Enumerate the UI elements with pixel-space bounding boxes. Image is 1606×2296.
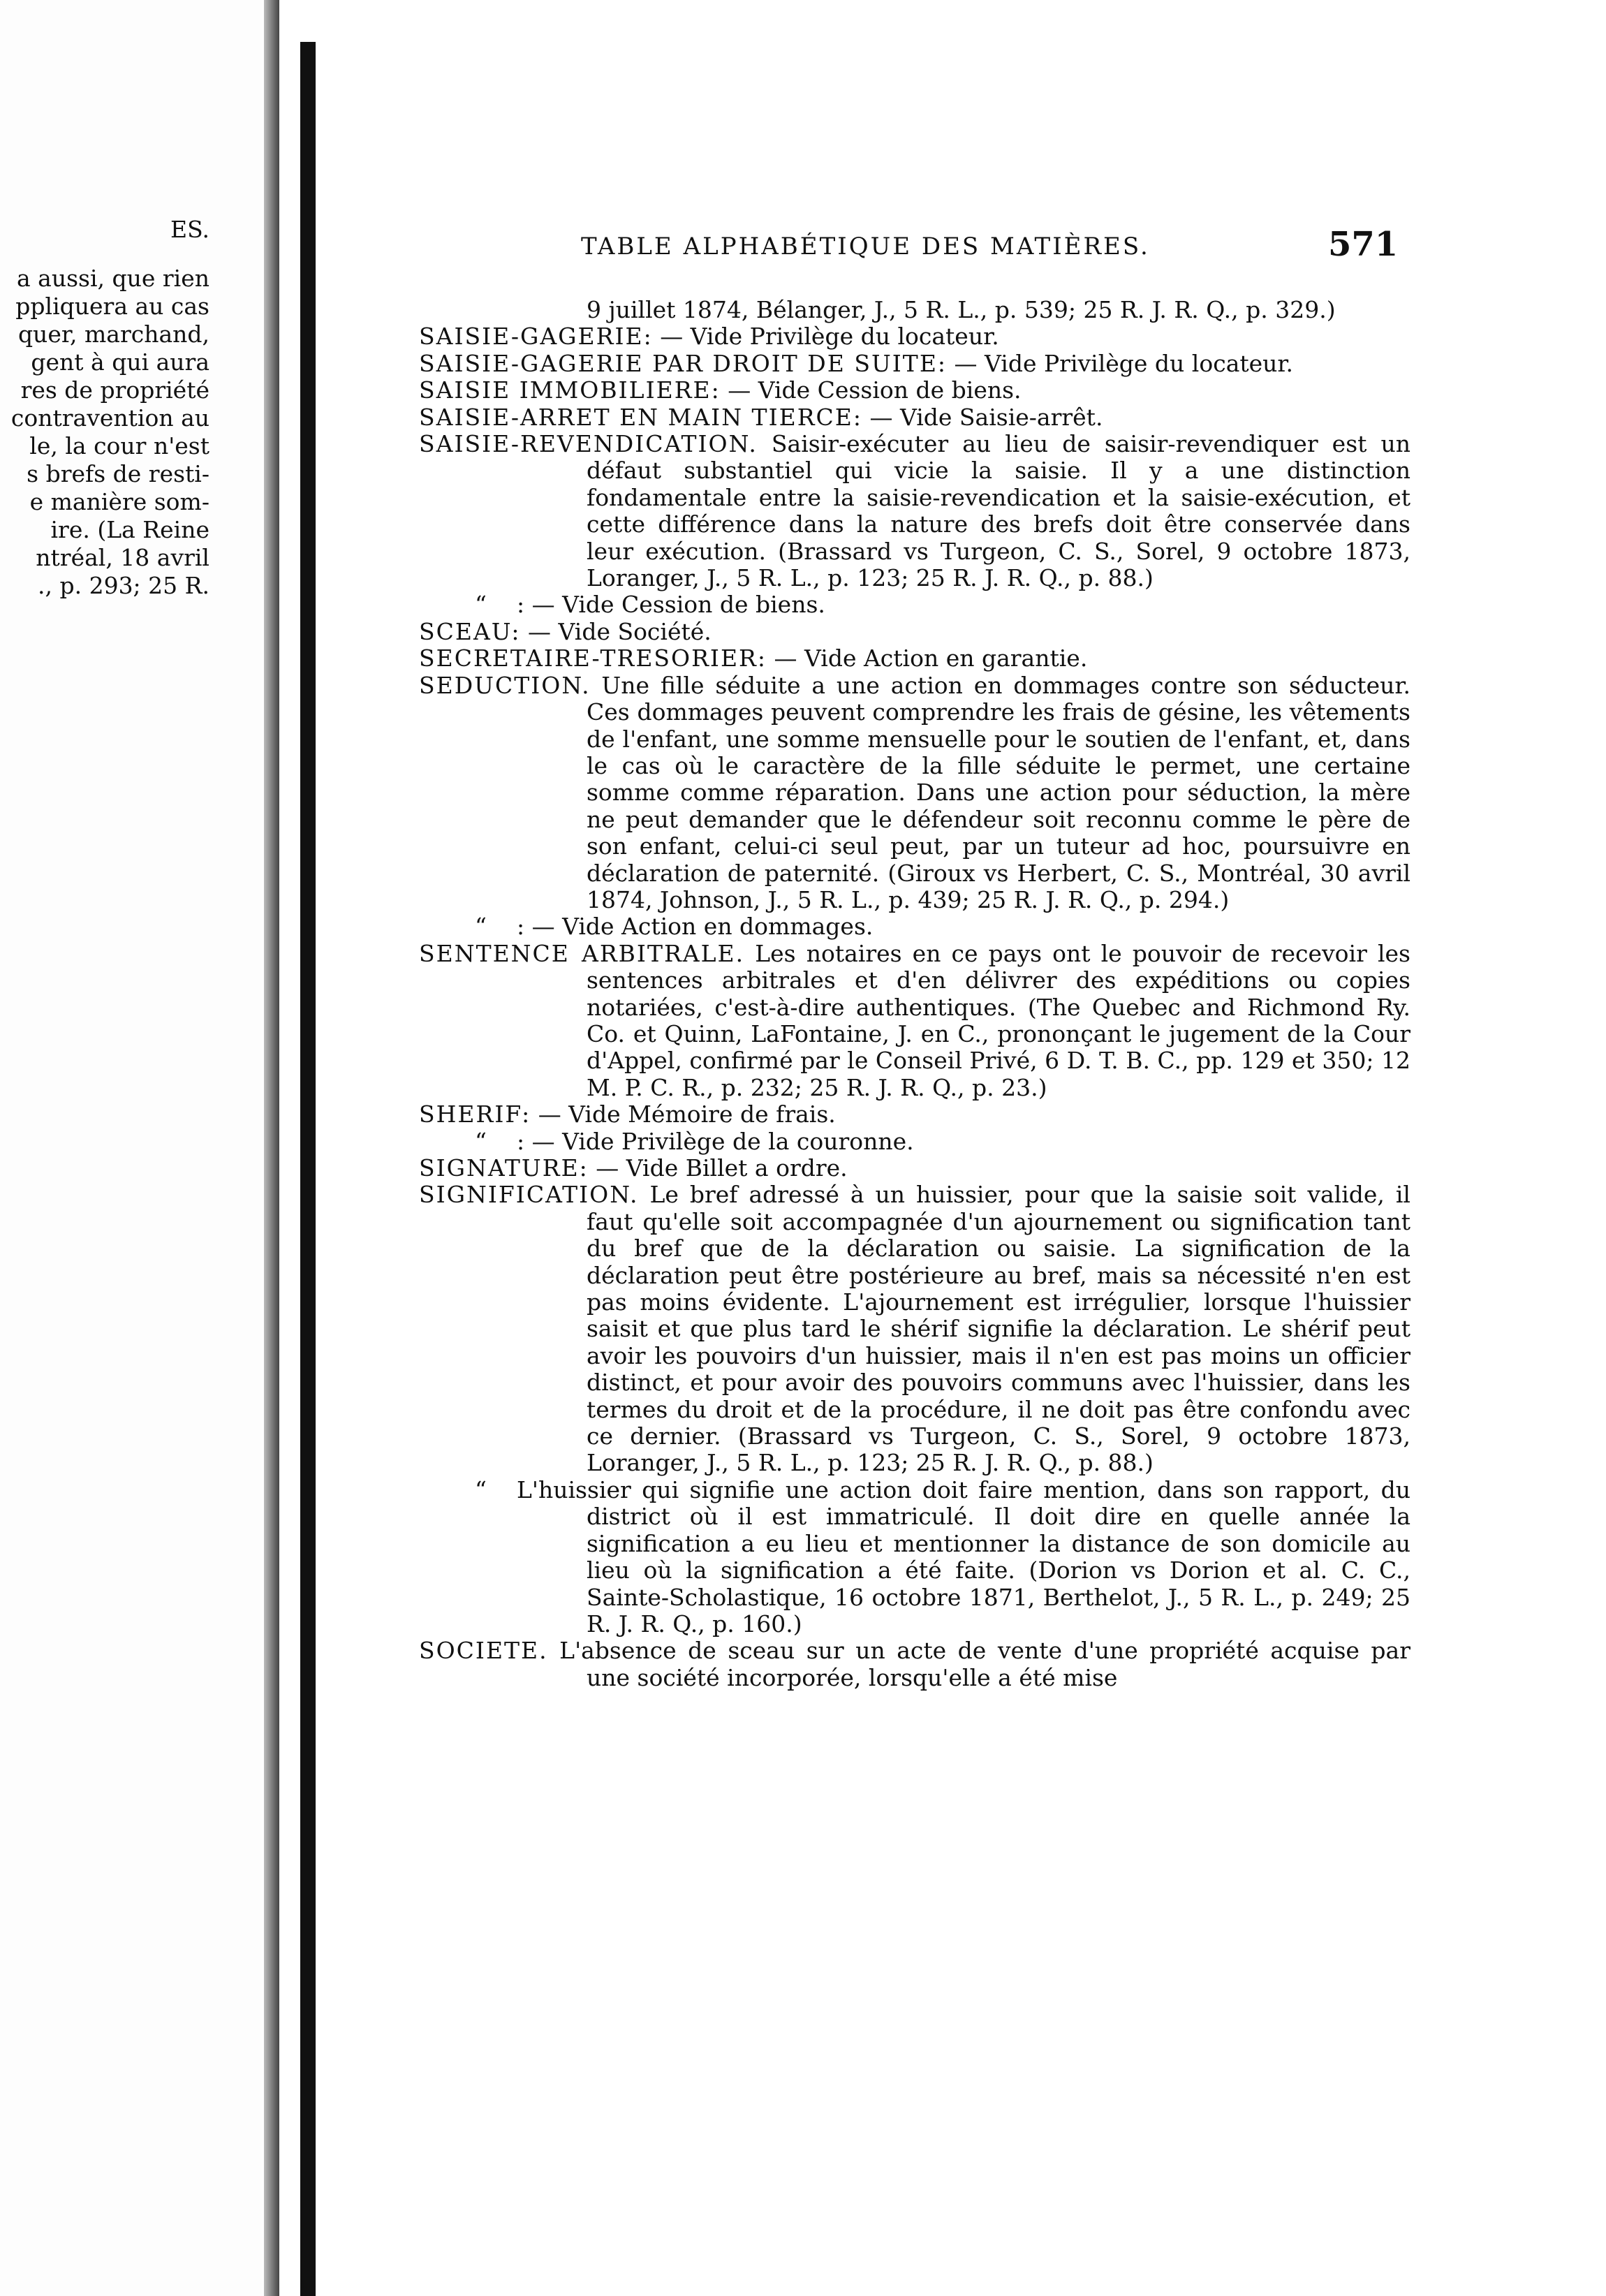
entry-saisie-revendication: [419, 431, 1410, 591]
entry-saisie-gagerie: [419, 323, 1410, 350]
prev-line: a aussi, que rien: [16, 265, 209, 292]
entry-text: — Vide Privilège du locateur.: [652, 323, 999, 351]
prev-line: ire. (La Reine: [50, 516, 209, 543]
entry-text: — Vide Privilège du locateur.: [947, 349, 1294, 377]
entry-headword: SIGNATURE:: [419, 1154, 589, 1182]
entry-text: : — Vide Cession de biens.: [517, 591, 825, 619]
entry-subentry: [419, 1477, 1410, 1638]
page-shadow: [264, 0, 279, 2296]
entry-signification: [419, 1182, 1410, 1476]
entry-text: Saisir-exécuter au lieu de saisir-revendiquer est un défaut substantiel qui vicie la saisie. Il y a une distinction fondamentale entre la saisie-revendication et la saisie-exécution, et cette différence dans la nature des brefs doit être conservée dans leur exécution. (Brassard vs Turgeon, C. S., Sorel, 9 octobre 1873, Loranger, J., 5 R. L., p. 123; 25 R. J. R. Q., p. 88.): [587, 430, 1410, 592]
entry-text: L'huissier qui signifie une action doit faire mention, dans son rapport, du district où il est immatriculé. Il doit dire en quelle année la signification a eu lieu et mentionner la distance de son domicile au lieu où la signification a été faite. (Dorion vs Dorion et al. C. C., Sainte-Scholastique, 16 octobre 1871, Berthelot, J., 5 R. L., p. 249; 25 R. J. R. Q., p. 160.): [517, 1476, 1410, 1638]
ditto-mark: “: [475, 1127, 487, 1155]
entry-text: — Vide Action en garantie.: [767, 645, 1088, 672]
entry-text: Les notaires en ce pays ont le pouvoir de recevoir les sentences arbitrales et d'en délivrer des expéditions ou copies notariées, c'est-à-dire authentiques. (The Quebec and Richmond Ry. Co. et Quinn, LaFontaine, J. en C., prononçant le jugement de la Cour d'Appel, confirmé par le Conseil Privé, 6 D. T. B. C., pp. 129 et 350; 12 M. P. C. R., p. 232; 25 R. J. R. Q., p. 23.): [587, 939, 1410, 1101]
entry-text: — Vide Société.: [520, 617, 712, 645]
entry-subentry: [419, 913, 1410, 940]
entry-continuation: 9 juillet 1874, Bélanger, J., 5 R. L., p. 539; 25 R. J. R. Q., p. 329.): [587, 296, 1336, 323]
entry-seduction: [419, 672, 1410, 914]
entry-societe: [419, 1638, 1410, 1691]
entry-headword: SCEAU:: [419, 617, 521, 645]
ditto-mark: “: [475, 1476, 487, 1503]
running-header: TABLE ALPHABÉTIQUE DES MATIÈRES.: [581, 233, 1150, 260]
prev-line: contravention au: [10, 404, 209, 432]
prev-line: ES.: [170, 216, 209, 243]
book-gutter: [300, 42, 316, 2296]
entry-text: : — Vide Action en dommages.: [517, 913, 874, 941]
previous-page-fragment: [0, 0, 279, 2296]
prev-line: res de propriété: [20, 376, 209, 404]
entry-sceau: [419, 619, 1410, 645]
prev-line: gent à qui aura: [31, 348, 209, 376]
entry-text: — Vide Saisie-arrêt.: [862, 403, 1103, 431]
entry-headword: SAISIE-GAGERIE:: [419, 323, 653, 351]
entry-headword: SAISIE-REVENDICATION.: [419, 430, 758, 458]
entry-headword: SIGNIFICATION.: [419, 1181, 639, 1209]
entry-headword: SOCIETE.: [419, 1637, 548, 1665]
index-entries: [419, 297, 1410, 1691]
entry-subentry: [419, 1128, 1410, 1155]
entry-headword: SAISIE-GAGERIE PAR DROIT DE SUITE:: [419, 349, 948, 377]
prev-line: e manière som-: [29, 488, 209, 515]
entry-headword: SEDUCTION.: [419, 671, 591, 699]
entry-headword: SAISIE IMMOBILIERE:: [419, 376, 721, 404]
entry-text: — Vide Mémoire de frais.: [531, 1101, 836, 1128]
prev-line: ntréal, 18 avril: [36, 544, 209, 571]
entry-headword: SENTENCE ARBITRALE.: [419, 939, 745, 967]
entry-saisie-gagerie-droit-de-suite: [419, 351, 1410, 377]
entry-sherif: [419, 1101, 1410, 1128]
entry-headword: SECRETAIRE-TRESORIER:: [419, 645, 767, 672]
entry-saisie-arret: [419, 404, 1410, 431]
entry-text: L'absence de sceau sur un acte de vente d'une propriété acquise par une société incorporée, lorsqu'elle a été mise: [547, 1637, 1410, 1691]
entry-text: : — Vide Privilège de la couronne.: [517, 1127, 914, 1155]
prev-line: s brefs de resti-: [27, 460, 209, 487]
book-page: [316, 0, 1606, 2296]
entry-headword: SAISIE-ARRET EN MAIN TIERCE:: [419, 403, 862, 431]
prev-line: ., p. 293; 25 R.: [38, 572, 209, 599]
entry-text: — Vide Billet a ordre.: [588, 1154, 848, 1182]
prev-line: ppliquera au cas: [15, 293, 209, 320]
prev-line: quer, marchand,: [17, 321, 209, 348]
page-number: 571: [1328, 225, 1399, 264]
entry-subentry: [419, 591, 1410, 618]
entry-signature: [419, 1155, 1410, 1182]
entry-text: Une fille séduite a une action en dommages contre son séducteur. Ces dommages peuvent comprendre les frais de gésine, les vêtements de l'enfant, une somme mensuelle pour le soutien de l'enfant, et, dans le cas où le caractère de la fille séduite le permet, une certaine somme comme réparation. Dans une action pour séduction, la mère ne peut demander que le défendeur soit reconnu comme le père de son enfant, celui-ci seul peut, par un tuteur ad hoc, poursuivre en déclaration de paternité. (Giroux vs Herbert, C. S., Montréal, 30 avril 1874, Johnson, J., 5 R. L., p. 439; 25 R. J. R. Q., p. 294.): [587, 671, 1410, 913]
entry-secretaire-tresorier: [419, 645, 1410, 672]
entry-text: Le bref adressé à un huissier, pour que la saisie soit valide, il faut qu'elle soit accompagnée d'un ajournement ou signification tant du bref que de la déclaration ou saisie. La signification de la déclaration peut être postérieure au bref, mais sa nécessité n'en est pas moins évidente. L'ajournement est irrégulier, lorsque l'huissier saisit et que plus tard le shérif signifie la déclaration. Le shérif peut avoir les pouvoirs d'un huissier, mais il n'en est pas moins un officier distinct, et pour avoir des pouvoirs communs avec l'huissier, dans les termes du droit et de la procédure, il ne doit pas être confondu avec ce dernier. (Brassard vs Turgeon, C. S., Sorel, 9 octobre 1873, Loranger, J., 5 R. L., p. 123; 25 R. J. R. Q., p. 88.): [587, 1181, 1410, 1477]
entry-text: — Vide Cession de biens.: [720, 376, 1022, 404]
ditto-mark: “: [475, 913, 487, 941]
entry-headword: SHERIF:: [419, 1101, 531, 1128]
ditto-mark: “: [475, 591, 487, 619]
prev-line: le, la cour n'est: [29, 432, 209, 459]
entry-sentence-arbitrale: [419, 941, 1410, 1101]
entry-saisie-immobiliere: [419, 377, 1410, 404]
